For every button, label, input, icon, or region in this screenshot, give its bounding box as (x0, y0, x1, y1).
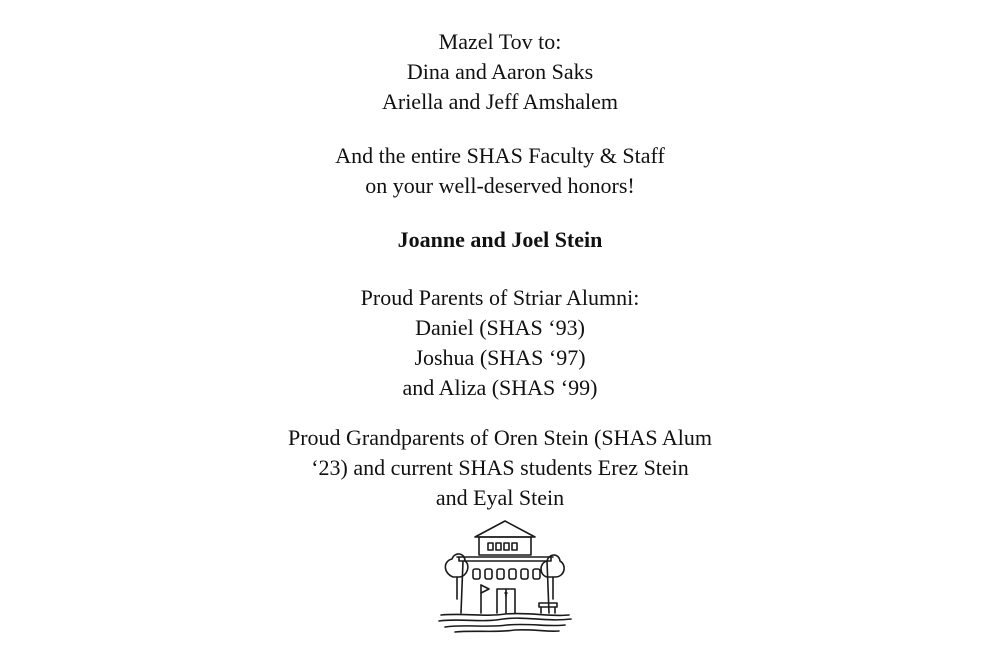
school-building-icon (435, 517, 575, 637)
honors-line: And the entire SHAS Faculty & Staff (335, 143, 665, 168)
honors-section (0, 141, 1000, 201)
honoree-line: Dina and Aaron Saks (406, 59, 594, 84)
alumni-child: and Aliza (SHAS ‘99) (402, 375, 598, 400)
signers-section (0, 225, 1000, 255)
greeting-section (0, 27, 1000, 117)
alumni-section (0, 283, 1000, 403)
grandchildren-line: and Eyal Stein (435, 485, 565, 510)
honors-line: on your well-deserved honors! (365, 173, 635, 198)
grandchildren-line: ‘23) and current SHAS students Erez Stein (311, 455, 689, 480)
alumni-child: Daniel (SHAS ‘93) (415, 315, 585, 340)
grandchildren-section (0, 423, 1000, 513)
signer-name: Joanne and Joel Stein (397, 227, 603, 252)
alumni-child: Joshua (SHAS ‘97) (414, 345, 586, 370)
honoree-line: Ariella and Jeff Amshalem (381, 89, 619, 114)
grandchildren-line: Proud Grandparents of Oren Stein (SHAS Alum (287, 425, 713, 450)
greeting-heading: Mazel Tov to: (438, 29, 562, 54)
alumni-heading: Proud Parents of Striar Alumni: (360, 285, 640, 310)
